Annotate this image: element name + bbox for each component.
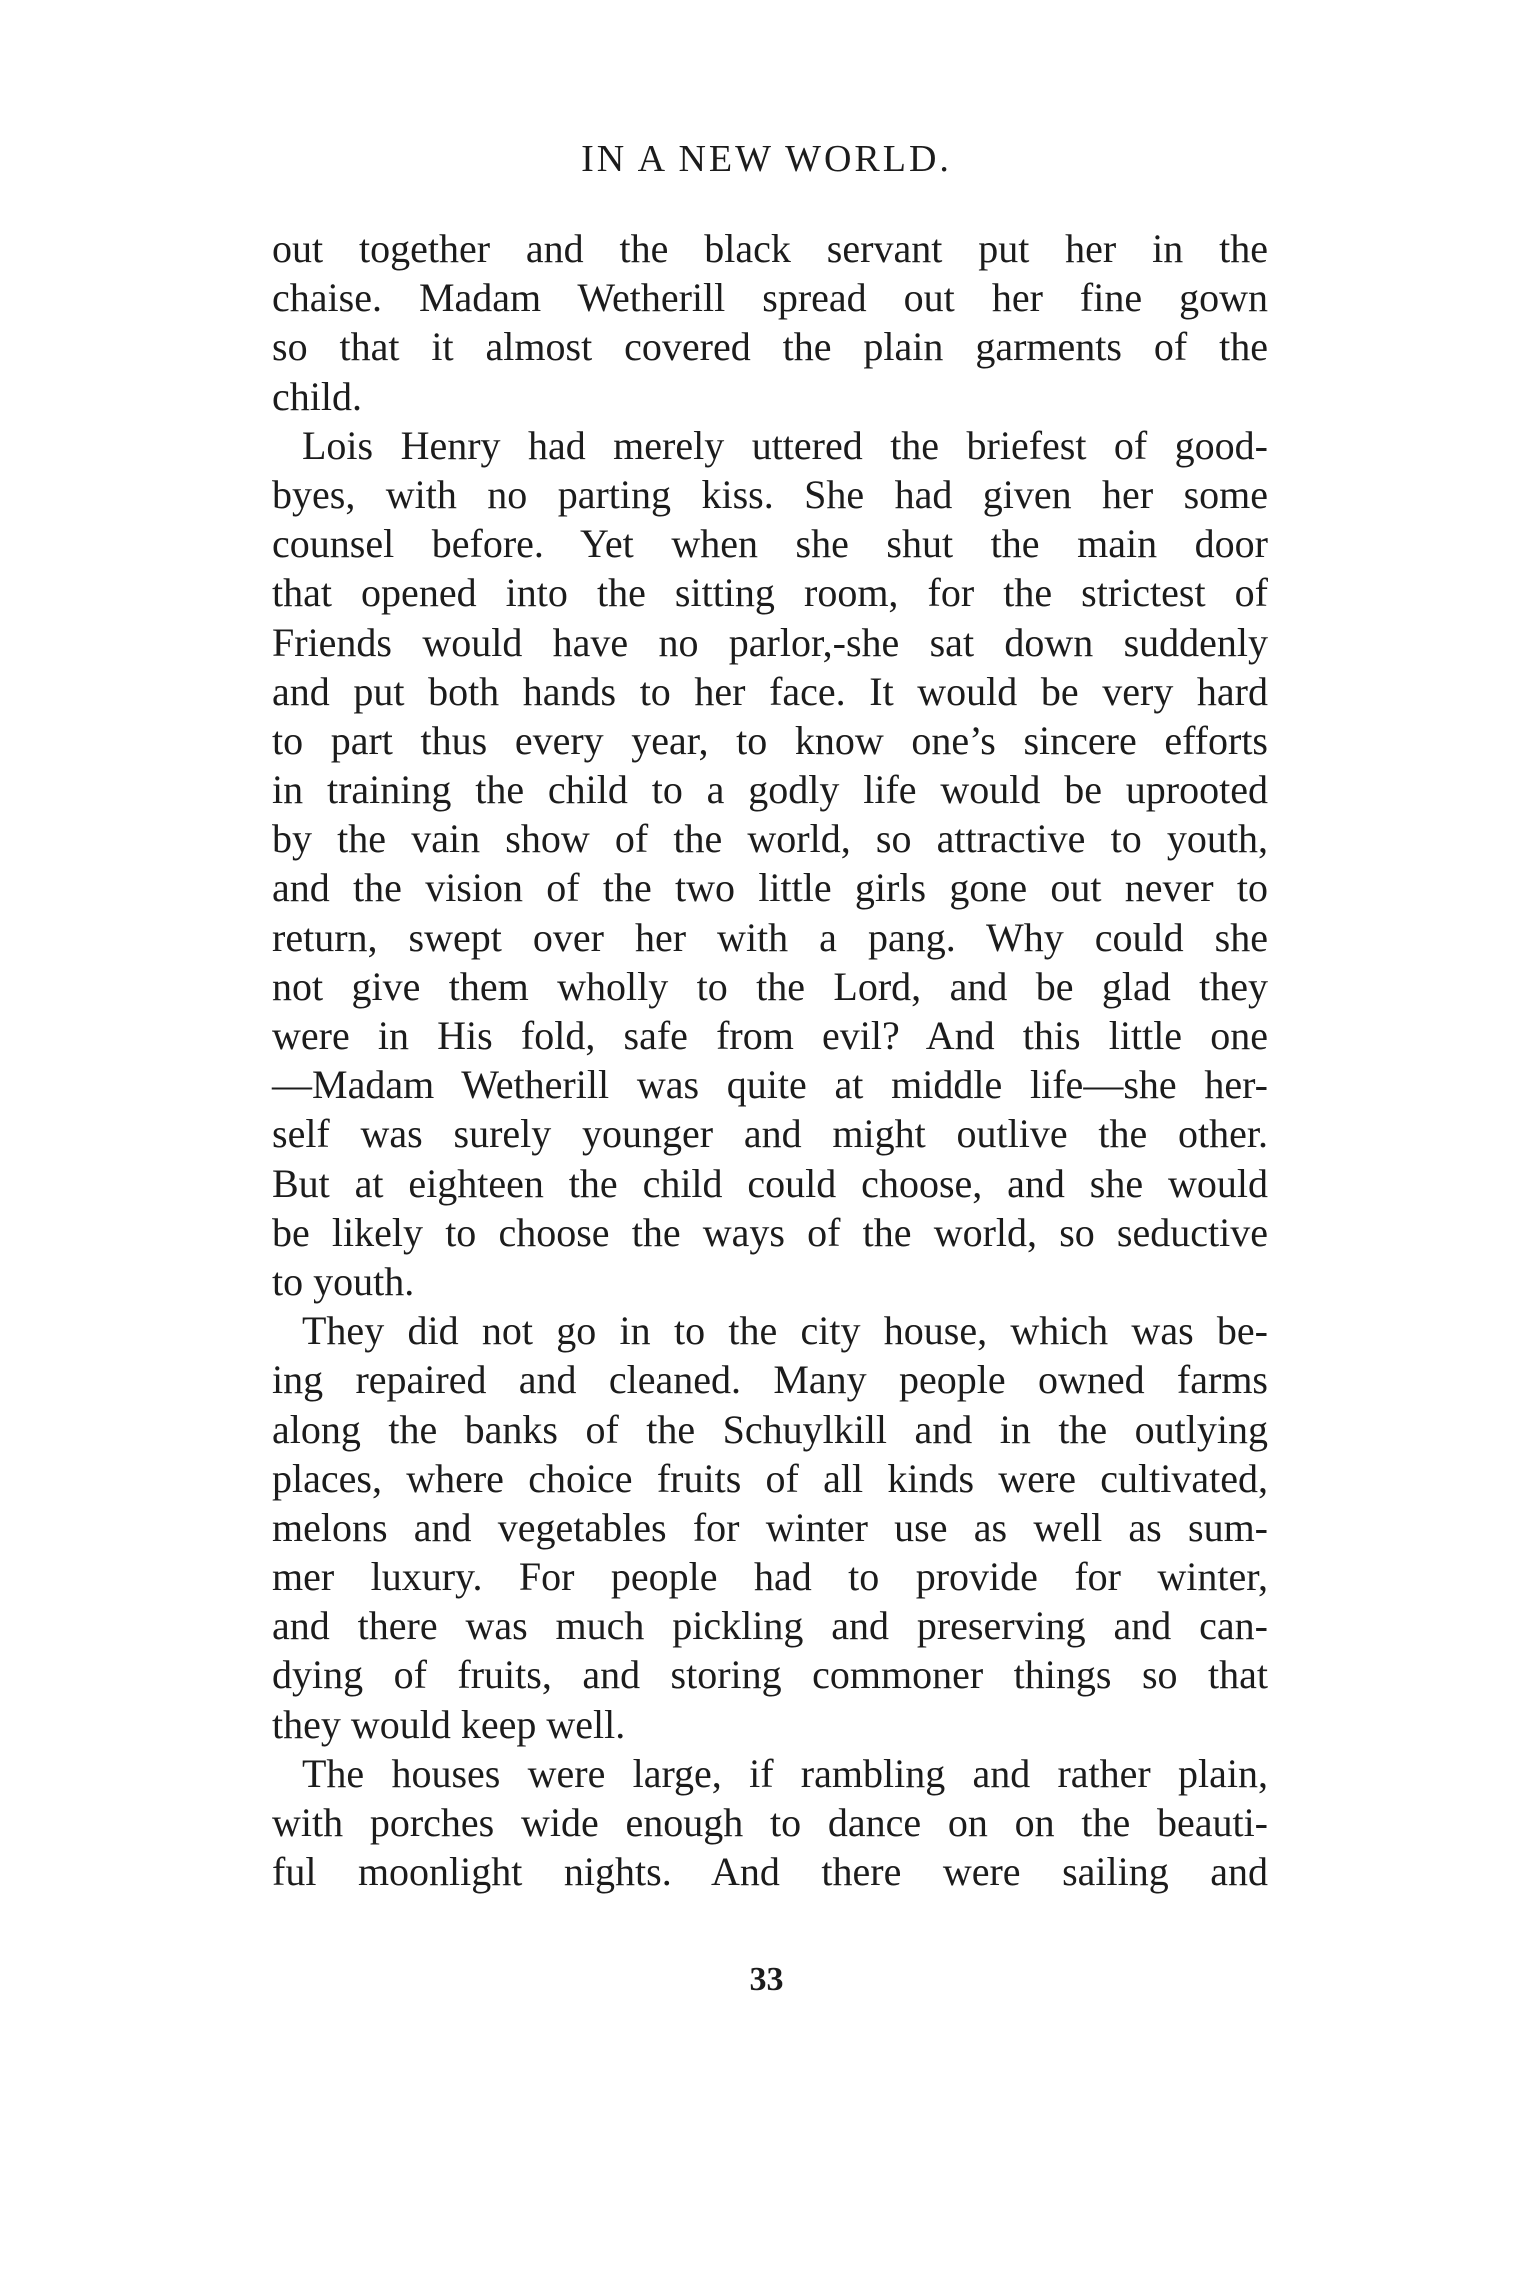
text-line: they would keep well. — [272, 1701, 626, 1747]
text-line: The houses were large, if rambling and rather plain, — [302, 1750, 1268, 1796]
text-line: dying of fruits, and storing commoner things so that — [272, 1652, 1268, 1698]
paragraph-2 — [272, 421, 1268, 1306]
paragraph-4 — [272, 1749, 1268, 1897]
text-line: in training the child to a godly life would be uprooted — [272, 767, 1268, 813]
text-line: self was surely younger and might outlive the other. — [272, 1111, 1268, 1157]
text-line: places, where choice fruits of all kinds were cultivated, — [272, 1455, 1268, 1501]
text-line: ing repaired and cleaned. Many people owned farms — [272, 1357, 1268, 1403]
text-line: out together and the black servant put her in the — [272, 226, 1268, 271]
text-line: But at eighteen the child could choose, and she would — [272, 1160, 1268, 1206]
text-line: be likely to choose the ways of the world, so seductive — [272, 1209, 1268, 1255]
page-number: 33 — [749, 1961, 784, 1998]
text-line: and put both hands to her face. It would be very hard — [272, 668, 1268, 714]
text-line: to part thus every year, to know one’s sincere efforts — [272, 717, 1268, 763]
text-line: chaise. Madam Wetherill spread out her fine gown — [272, 275, 1268, 321]
text-line: and there was much pickling and preserving and can- — [272, 1603, 1268, 1649]
paragraph-3 — [272, 1306, 1268, 1749]
text-line: byes, with no parting kiss. She had given her some — [272, 471, 1268, 517]
text-line: return, swept over her with a pang. Why could she — [272, 914, 1268, 960]
text-line: melons and vegetables for winter use as well as sum- — [272, 1504, 1268, 1550]
text-line: —Madam Wetherill was quite at middle life—she her- — [272, 1062, 1268, 1108]
text-line: and the vision of the two little girls gone out never to — [272, 865, 1268, 911]
text-line: along the banks of the Schuylkill and in the outlying — [272, 1406, 1268, 1452]
text-line: ful moonlight nights. And there were sailing and — [272, 1849, 1268, 1895]
text-line: by the vain show of the world, so attractive to youth, — [272, 816, 1268, 862]
text-line: that opened into the sitting room, for the strictest of — [272, 570, 1268, 616]
text-line: Friends would have no parlor,-she sat down suddenly — [272, 619, 1268, 665]
body-text — [272, 224, 1268, 1896]
text-line: counsel before. Yet when she shut the main door — [272, 521, 1268, 567]
text-line: mer luxury. For people had to provide for winter, — [272, 1554, 1268, 1600]
running-title: IN A NEW WORLD. — [581, 138, 952, 180]
text-line: so that it almost covered the plain garments of the — [272, 324, 1268, 370]
text-line: Lois Henry had merely uttered the briefest of good- — [302, 422, 1268, 468]
text-line: to youth. — [272, 1258, 415, 1304]
text-line: They did not go in to the city house, which was be- — [302, 1308, 1268, 1354]
text-line: not give them wholly to the Lord, and be glad they — [272, 963, 1268, 1009]
text-line: were in His fold, safe from evil? And this little one — [272, 1013, 1268, 1058]
paragraph-1 — [272, 224, 1268, 421]
text-line: with porches wide enough to dance on on the beauti- — [272, 1800, 1268, 1845]
text-line: child. — [272, 373, 362, 419]
